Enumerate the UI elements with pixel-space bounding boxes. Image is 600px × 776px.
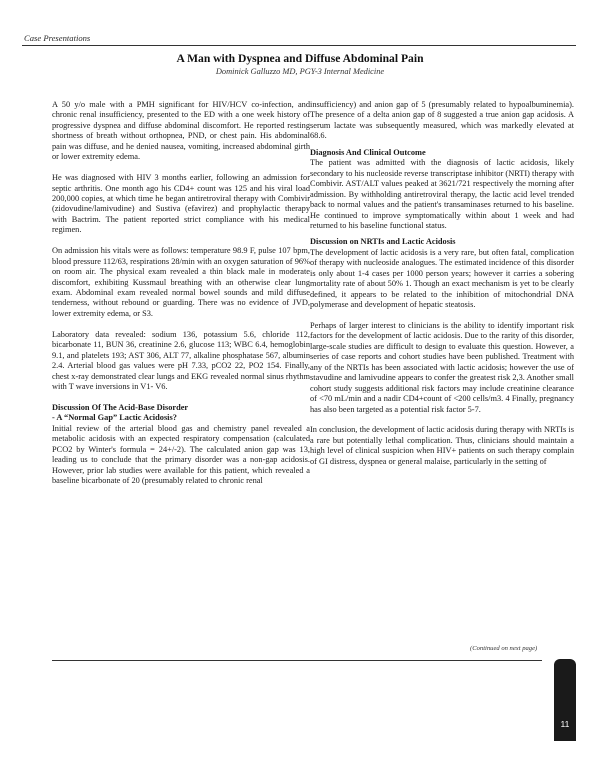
paragraph-acid-base-review: Initial review of the arterial blood gas and chemistry panel revealed a metabolic acidosis with an expected respiratory compensation (calculated PCO2 by Winter's formula = 24+/-2). The calculated anion gap was 13, leading us to conclude that the primary disorder was a non-gap acidosis. However, prior lab studies were available for this patient, which revealed a baseline bicarbonate of 20 (presumably related to chronic renal [52, 423, 310, 486]
paragraph-history: He was diagnosed with HIV 3 months earlier, following an admission for septic arthritis. One month ago his CD4+ count was 125 and his viral load 200,000 copies, at which time he began antiretroviral therapy with Combivir (zidovudine/lamivudine) and Sustiva (efavirez) and prophylactic therapy with Bactrim. The patient reported strict compliance with his medical regimen. [52, 173, 310, 235]
header-rule [22, 45, 576, 46]
author-byline: Dominick Galluzzo MD, PGY-3 Internal Medicine [215, 67, 385, 76]
right-column [310, 100, 574, 467]
heading-normal-gap: - A “Normal Gap” Lactic Acidosis? [52, 413, 177, 423]
footer-rule [52, 660, 542, 661]
paragraph-risk-factors: Perhaps of larger interest to clinicians is the ability to identify important risk factors for the development of lactic acidosis. Due to the rarity of this disorder, large-scale studies are difficult to design to evaluate this question. However, a series of case reports and cohort studies have been published. Treatment with any of the NRTIs has been associated with lactic acidosis; however the use of stavudine and lamivudine appears to confer the greatest risk 2,3. Another small cohort study suggests additional risk factors may include creatinine clearance of <70 mL/min and a nadir CD4+count of <200 cells/m3. 4 Finally, pregnancy has also been targeted as a potential risk factor 5-7. [310, 321, 574, 414]
page-number: 11 [560, 719, 570, 729]
paragraph-conclusion: In conclusion, the development of lactic acidosis during therapy with NRTIs is a rare but potentially lethal complication. Thus, clinicians should maintain a high level of clinical suspicion when HIV+ patients on such therapy complain of GI distress, dyspnea or general malaise, particularly in the setting of [310, 425, 574, 466]
paragraph-diagnosis: The patient was admitted with the diagnosis of lactic acidosis, likely secondary to his nucleoside reverse transcriptase inhibitor (NRTI) therapy with Combivir. AST/ALT values peaked at 3621/721 respectively the morning after admission. By withholding antiretroviral therapy, the lactic acid level trended back to normal values and the patient's transaminases returned to his baseline. He continued to improve symptomatically within about 1 week and had returned to his baseline functional status. [310, 158, 574, 230]
page-number-tab [554, 659, 576, 741]
heading-acid-base: Discussion Of The Acid-Base Disorder [52, 402, 189, 412]
heading-nrti-discussion: Discussion on NRTIs and Lactic Acidosis [310, 237, 456, 247]
continued-note: (Continued on next page) [470, 645, 538, 652]
article-title: A Man with Dyspnea and Diffuse Abdominal Pain [176, 52, 424, 65]
paragraph-presentation: A 50 y/o male with a PMH significant for HIV/HCV co-infection, and chronic renal insufficiency, presented to the ED with a one week history of progressive dyspnea and diffuse abdominal discomfort. He reported resting shortness of breath without orthopnea, PND, or chest pain. His abdominal pain was diffuse, and he denied nausea, vomiting, increased abdominal girth or lower extremity edema. [52, 100, 310, 162]
paragraph-anion-gap: insufficiency) and anion gap of 5 (presumably related to hypoalbuminemia). The presence of a delta anion gap of 8 suggested a true anion gap acidosis. A serum lactate was subsequently measured, which was markedly elevated at 68.6. [310, 100, 574, 141]
paragraph-admission-vitals: On admission his vitals were as follows: temperature 98.9 F, pulse 107 bpm, blood pressure 112/63, respirations 28/min with an oxygen saturation of 96% on room air. The physical exam revealed a thin black male in moderate discomfort, exhibiting Kussmaul breathing with an otherwise clear lung exam. Abdominal exam revealed normal bowel sounds and mild diffuse tenderness, without rebound or guarding. There was no evidence of JVD, lower extremity edema, or S3. [52, 246, 310, 318]
section-label: Case Presentations [24, 33, 91, 43]
paragraph-laboratory-data: Laboratory data revealed: sodium 136, potassium 5.6, chloride 112, bicarbonate 11, BUN 36, creatinine 2.6, glucose 113; WBC 6.4, hemoglobin 9.1, and platelets 193; AST 306, ALT 77, alkaline phosphatase 567, albumin 2.4. Arterial blood gas values were pH 7.33, pCO2 22, PO2 154. Finally, chest x-ray demonstrated clear lungs and EKG revealed normal sinus rhythm with T wave inversions in V1- V6. [52, 329, 310, 392]
left-column [52, 100, 310, 487]
heading-diagnosis: Diagnosis And Clinical Outcome [310, 147, 426, 157]
paragraph-nrti-incidence: The development of lactic acidosis is a very rare, but often fatal, complication of therapy with nucleoside analogues. The estimated incidence of this disorder is only about 1-4 cases per 1000 person years; however it carries a sobering mortality rate of about 50% 1. Though an exact mechanism is yet to be clearly defined, it appears to be related to the inhibition of mitochondrial DNA polymerase and development of hepatic steatosis. [310, 247, 574, 310]
